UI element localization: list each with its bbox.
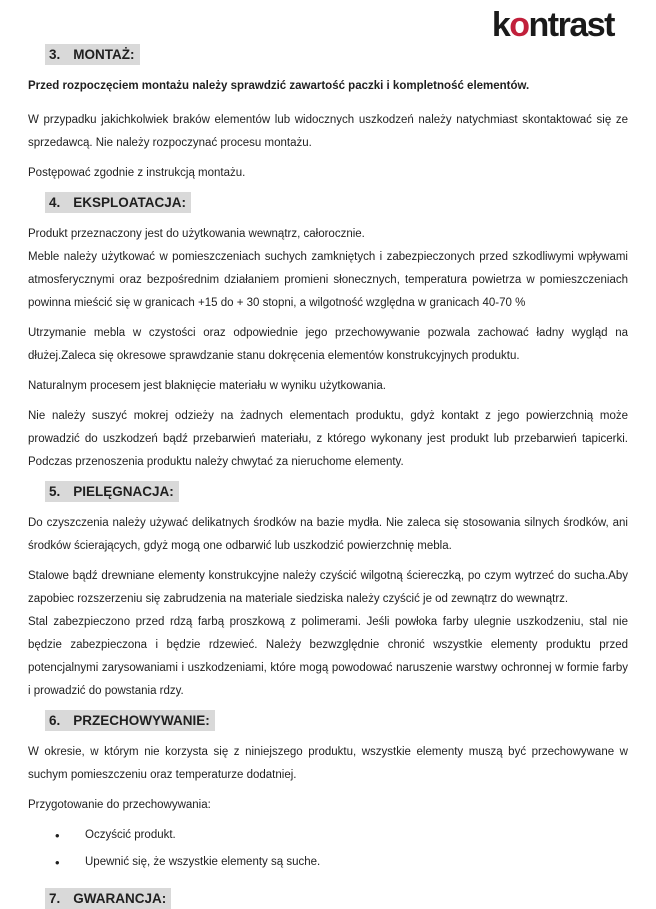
header-highlight — [45, 710, 215, 731]
header-highlight — [45, 481, 179, 502]
paragraph-pielegnacja-czyszczenie: Do czyszczenia należy używać delikatnych środków na bazie mydła. Nie zaleca się stosowania silnych środków, ani środków ścierających, gdyż mogą one odbarwić lub uszkodzić powierzchnię mebla. — [28, 517, 628, 552]
header-highlight — [45, 44, 140, 65]
logo-red-o: o — [509, 6, 529, 44]
bullet-icon: • — [55, 855, 60, 870]
storage-checklist — [55, 824, 628, 874]
list-item-upewnic — [55, 851, 628, 874]
paragraph-pielegnacja-stal: Stal zabezpieczono przed rdzą farbą proszkową z polimerami. Jeśli powłoka farby ulegnie uszkodzeniu, stal nie będzie zabezpieczona i będzie rdzewieć. Należy bezwzględnie chronić wszystkie elementy produktu przed potencjalnymi zarysowaniami i uszkodzeniami, które mogą powodować naruszenie warstwy ochronnej w formie farby i prowadzić do powstania rdzy. — [28, 616, 628, 697]
list-item-text: Upewnić się, że wszystkie elementy są suche. — [85, 856, 321, 868]
paragraph-przechowywanie-okres: W okresie, w którym nie korzysta się z niniejszego produktu, wszystkie elementy muszą być przechowywane w suchym pomieszczeniu oraz temperaturze dodatniej. — [28, 746, 628, 781]
paragraph-montaz-braki: W przypadku jakichkolwiek braków elementów lub widocznych uszkodzeń należy natychmiast skontaktować się ze sprzedawcą. Nie należy rozpoczynać procesu montażu. — [28, 114, 628, 149]
bullet-icon: • — [55, 828, 60, 843]
section-number: 7. — [49, 891, 61, 906]
paragraph-przechowywanie-przygotowanie: Przygotowanie do przechowywania: — [28, 799, 211, 811]
list-item-oczyscic — [55, 824, 628, 847]
paragraph-eksploatacja-czystosc: Utrzymanie mebla w czystości oraz odpowiednie jego przechowywanie pozwala zachować ładny wygląd na dłużej.Zaleca się okresowe sprawdzanie stanu dokręcenia elementów konstrukcyjnych produktu. — [28, 327, 628, 362]
section-title: GWARANCJA: — [73, 891, 167, 906]
section-title: MONTAŻ: — [73, 47, 135, 62]
section-number: 6. — [49, 713, 61, 728]
section-header-eksploatacja — [45, 192, 628, 213]
logo-text-k: k — [491, 6, 510, 44]
header-highlight — [45, 888, 171, 909]
paragraph-eksploatacja-warunki: Meble należy użytkować w pomieszczeniach suchych zamkniętych i zabezpieczonych przed szkodliwymi wpływami atmosferycznymi oraz bezpośrednim działaniem promieni słonecznych, temperatura powietrza w pomieszczeniach powinna mieścić się w granicach +15 do + 30 stopni, a wilgotność względna w granicach 40-70 % — [28, 251, 628, 309]
header-highlight — [45, 192, 191, 213]
paragraph-montaz-instrukcja: Postępować zgodnie z instrukcją montażu. — [28, 167, 246, 179]
paragraph-eksploatacja-blakniecie: Naturalnym procesem jest blaknięcie materiału w wyniku użytkowania. — [28, 380, 386, 392]
paragraph-eksploatacja-odziez: Nie należy suszyć mokrej odzieży na żadnych elementach produktu, gdyż kontakt z jego powierzchnią może prowadzić do uszkodzeń bądź przebarwień materiału, z którego wykonany jest produkt lub przebarwień tapicerki. Podczas przenoszenia produktu należy chwytać za nieruchome elementy. — [28, 410, 628, 468]
section-number: 4. — [49, 195, 61, 210]
section-title: PIELĘGNACJA: — [73, 484, 174, 499]
paragraph-eksploatacja-przeznaczenie: Produkt przeznaczony jest do użytkowania wewnątrz, całorocznie. — [28, 228, 365, 240]
logo-text-ntrast: ntrast — [528, 6, 614, 44]
section-header-przechowywanie — [45, 710, 628, 731]
section-title: PRZECHOWYWANIE: — [73, 713, 210, 728]
section-header-gwarancja — [45, 888, 628, 909]
section-number: 5. — [49, 484, 61, 499]
brand-logo — [28, 0, 628, 44]
section-header-montaz — [45, 44, 628, 65]
section-title: EKSPLOATACJA: — [73, 195, 187, 210]
paragraph-montaz-intro: Przed rozpoczęciem montażu należy sprawdzić zawartość paczki i kompletność elementów. — [28, 80, 530, 92]
paragraph-pielegnacja-elementy: Stalowe bądź drewniane elementy konstrukcyjne należy czyścić wilgotną ściereczką, po czym wytrzeć do sucha.Aby zapobiec rozszerzeniu się zabrudzenia na materiale siedziska należy czyścić je od zewnątrz do wewnątrz. — [28, 570, 628, 605]
list-item-text: Oczyścić produkt. — [85, 829, 176, 841]
section-number: 3. — [49, 47, 61, 62]
section-header-pielegnacja — [45, 481, 628, 502]
